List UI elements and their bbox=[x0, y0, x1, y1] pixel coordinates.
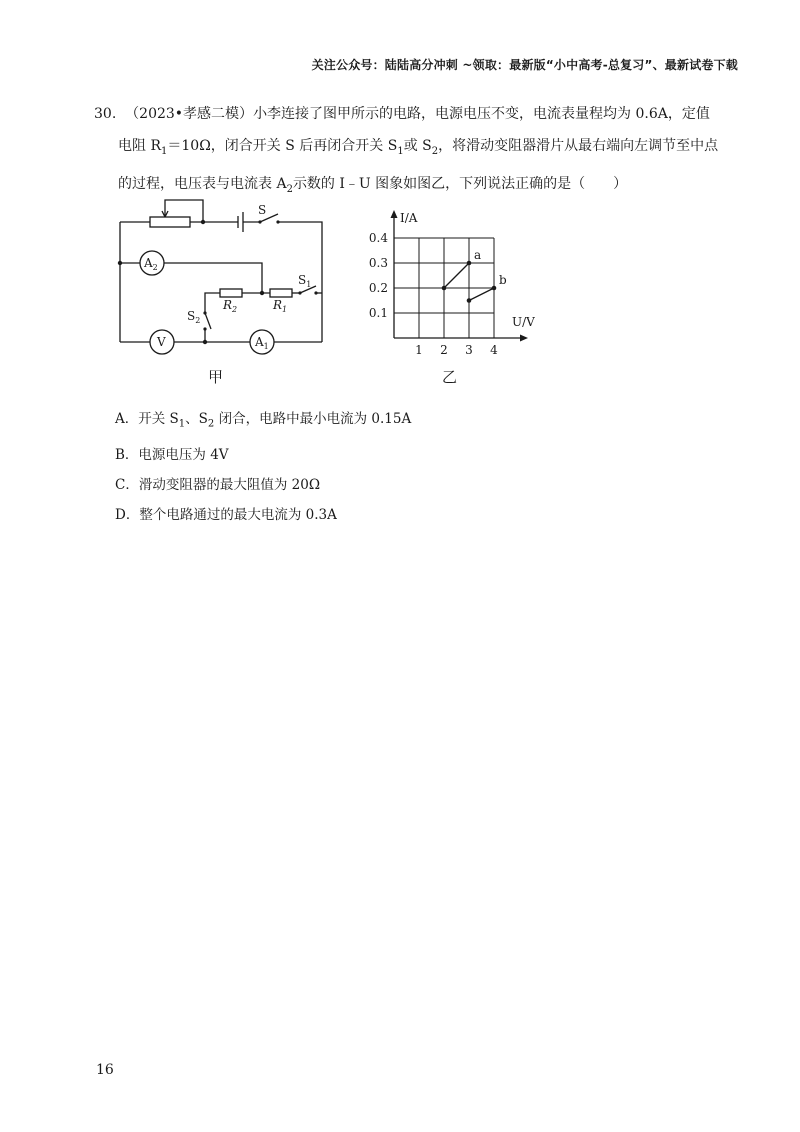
y-tick-label: 0.3 bbox=[368, 256, 388, 270]
figures bbox=[110, 198, 540, 398]
y-tick-label: 0.2 bbox=[368, 281, 388, 295]
y-axis-label: I/A bbox=[400, 211, 418, 225]
battery bbox=[238, 212, 243, 232]
series-line bbox=[444, 263, 469, 288]
question-line-1: 30. （2023•孝感二模）小李连接了图甲所示的电路，电源电压不变，电流表量程均为 0.6A，定值 bbox=[94, 106, 710, 122]
data-point bbox=[492, 286, 497, 291]
question-number: 30. bbox=[94, 106, 117, 122]
caption-jia: 甲 bbox=[208, 368, 224, 386]
svg-text:A1: $A_1$ bbox=[255, 335, 269, 351]
x-tick-label: 4 bbox=[490, 343, 498, 357]
svg-text:V: V bbox=[157, 335, 166, 349]
y-tick-label: 0.4 bbox=[368, 231, 388, 245]
page-number: 16 bbox=[96, 1062, 114, 1078]
option-b[interactable]: B．电源电压为 4V bbox=[115, 446, 229, 463]
question-line-3: 的过程，电压表与电流表 $A_2$示数的 I﹣U 图象如图乙，下列说法正确的是（ ） bbox=[118, 175, 628, 195]
y-tick-label: 0.1 bbox=[368, 306, 388, 320]
svg-text:S1: $S_1$ bbox=[298, 273, 312, 289]
svg-text:R2: $R_2$ bbox=[223, 298, 238, 314]
x-tick-label: 1 bbox=[415, 343, 423, 357]
svg-text:R1: $R_1$ bbox=[273, 298, 288, 314]
point-label: a bbox=[474, 248, 482, 262]
caption-yi: 乙 bbox=[442, 368, 458, 386]
x-axis-arrow bbox=[520, 335, 528, 342]
point-label: b bbox=[499, 273, 507, 287]
question-source: （2023•孝感二模） bbox=[125, 106, 254, 122]
svg-text:S2: $S_2$ bbox=[187, 309, 201, 325]
data-point bbox=[467, 298, 472, 303]
iu-chart bbox=[350, 198, 540, 358]
resistor-r1 bbox=[270, 289, 292, 297]
x-tick-label: 2 bbox=[440, 343, 448, 357]
data-point bbox=[467, 261, 472, 266]
question-line-2: 电阻 $R_1=10\Omega$，闭合开关 S 后再闭合开关 $S_1$或 $S_2$，将滑动变阻器滑片从最右端向左调节至中点 bbox=[118, 138, 719, 157]
data-point bbox=[442, 286, 447, 291]
y-axis-arrow bbox=[391, 210, 398, 218]
option-d[interactable]: D．整个电路通过的最大电流为 0.3A bbox=[115, 506, 337, 523]
option-c[interactable]: C．滑动变阻器的最大阻值为 20Ω bbox=[115, 476, 321, 493]
x-tick-label: 3 bbox=[465, 343, 473, 357]
svg-text:S: S bbox=[258, 203, 267, 217]
resistor-r2 bbox=[220, 289, 242, 297]
svg-text:A2: $A_2$ bbox=[144, 256, 158, 272]
options bbox=[115, 404, 411, 530]
switch-s2 bbox=[205, 313, 211, 329]
series-line bbox=[469, 288, 494, 301]
rheostat bbox=[150, 217, 190, 227]
option-a[interactable]: A．开关 $S_1$、$S_2$ 闭合，电路中最小电流为 0.15A bbox=[115, 411, 412, 430]
circuit-diagram bbox=[110, 198, 340, 358]
page-header: 关注公众号：陆陆高分冲刺 ~领取：最新版“小中高考-总复习”、最新试卷下载 bbox=[311, 58, 738, 72]
x-axis-label: U/V bbox=[512, 315, 535, 329]
question-30 bbox=[94, 98, 719, 206]
